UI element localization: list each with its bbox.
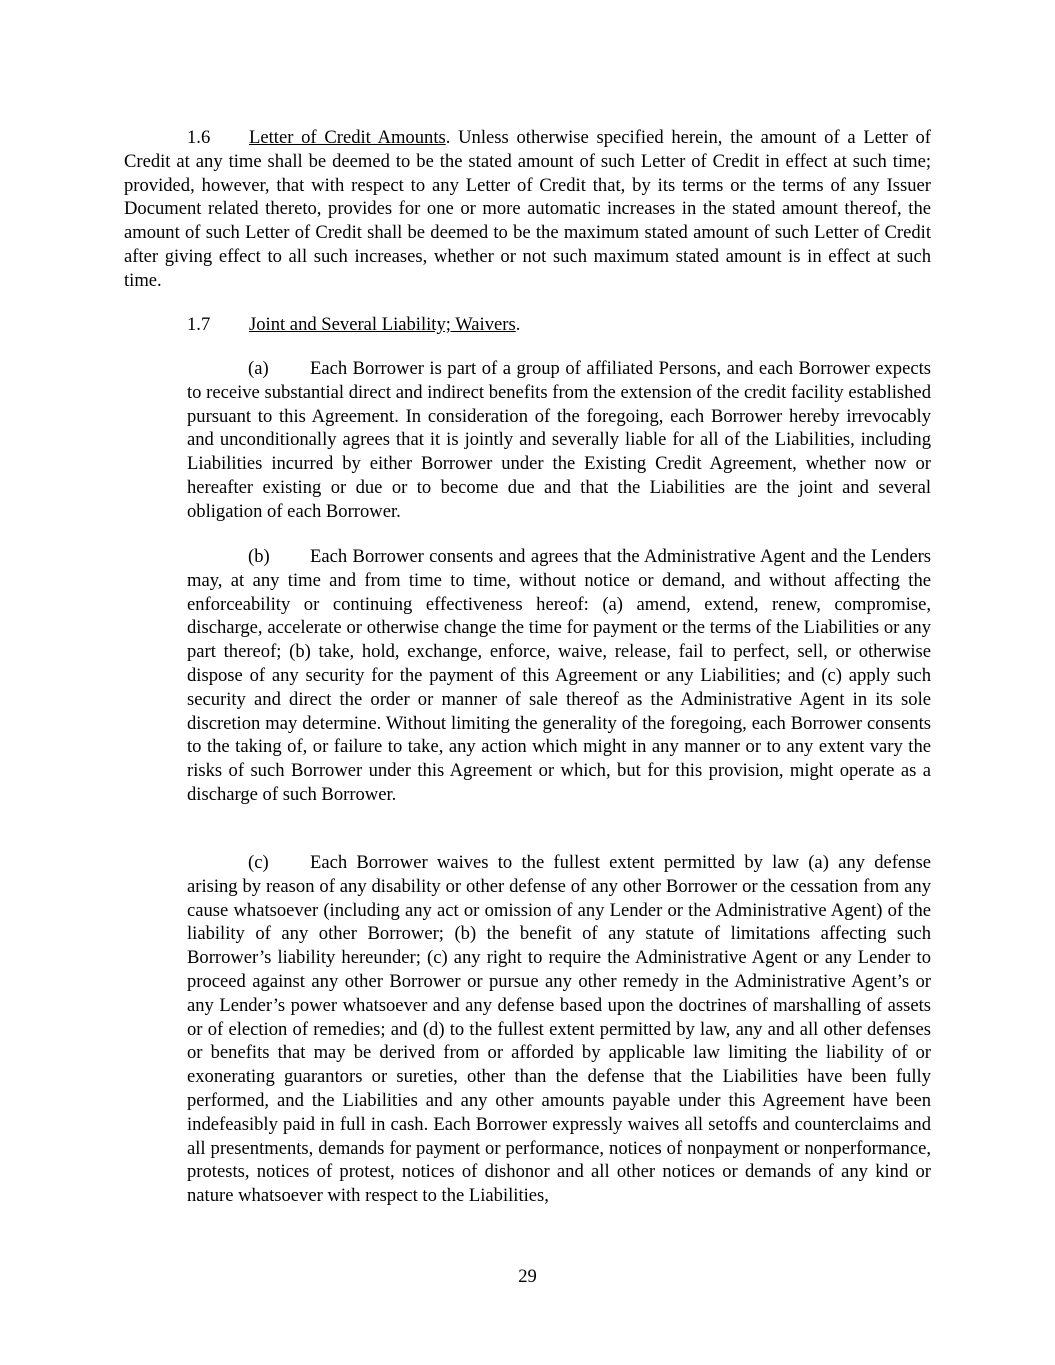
section-1-7-heading: Joint and Several Liability; Waivers (249, 314, 516, 335)
subsection-c-body: Each Borrower waives to the fullest extent permitted by law (a) any defense arising by reason of any disability or other defense of any other Borrower or the cessation from any cause whatsoever (including any act or omission of any Lender or the Administrative Agent) of the liability of any other Borrower; (b) the benefit of any statute of limitations affecting such Borrower’s liability hereunder; (c) any right to require the Administrative Agent or any Lender to proceed against any other Borrower or pursue any other remedy in the Administrative Agent’s or any Lender’s power whatsoever and any defense based upon the doctrines of marshalling of assets or of election of remedies; and (d) to the fullest extent permitted by law, any and all other defenses or benefits that may be derived from or afforded by applicable law limiting the liability of or exonerating guarantors or sureties, other than the defense that the Liabilities have been fully performed, and the Liabilities and any other amounts payable under this Agreement have been indefeasibly paid in full in cash. Each Borrower expressly waives all setoffs and counterclaims and all presentments, demands for payment or performance, notices of nonpayment or nonperformance, protests, notices of protest, notices of dishonor and all other notices or demands of any kind or nature whatsoever with respect to the Liabilities, (187, 852, 931, 1207)
subsection-a-label: (a) (248, 358, 269, 379)
section-1-7-heading-punct: . (515, 314, 521, 335)
subsection-b (187, 545, 931, 807)
section-1-7-number: 1.7 (187, 314, 211, 335)
section-1-6-heading: Letter of Credit Amounts (249, 127, 446, 148)
section-1-6-number: 1.6 (187, 127, 211, 148)
subsection-a (187, 357, 931, 524)
page-number: 29 (518, 1266, 537, 1287)
subsection-b-body: Each Borrower consents and agrees that the Administrative Agent and the Lenders may, at any time and from time to time, without notice or demand, and without affecting the enforceability or continuing effectiveness hereof: (a) amend, extend, renew, compromise, discharge, accelerate or otherwise change the time for payment or the terms of the Liabilities or any part thereof; (b) take, hold, exchange, enforce, waive, release, fail to perfect, sell, or otherwise dispose of any security for the payment of this Agreement or any Liabilities; and (c) apply such security and direct the order or manner of sale thereof as the Administrative Agent in its sole discretion may determine. Without limiting the generality of the foregoing, each Borrower consents to the taking of, or failure to take, any action which might in any manner or to any extent vary the risks of such Borrower under this Agreement or which, but for this provision, might operate as a discharge of such Borrower. (187, 546, 931, 805)
section-1-7-heading-line (124, 313, 931, 337)
subsection-c-label: (c) (248, 852, 269, 873)
section-1-6-body: Unless otherwise specified herein, the amount of a Letter of Credit at any time shall be deemed to be the stated amount of such Letter of Credit in effect at such time; provided, however, that with respect to any Letter of Credit that, by its terms or the terms of any Issuer Document related thereto, provides for one or more automatic increases in the stated amount thereof, the amount of such Letter of Credit shall be deemed to be the maximum stated amount of such Letter of Credit after giving effect to all such increases, whether or not such maximum stated amount is in effect at such time. (124, 127, 931, 291)
section-1-6 (124, 126, 931, 293)
subsection-b-label: (b) (248, 546, 270, 567)
subsection-c (187, 851, 931, 1208)
section-1-6-heading-punct: . (445, 127, 451, 148)
subsection-a-body: Each Borrower is part of a group of affiliated Persons, and each Borrower expects to receive substantial direct and indirect benefits from the extension of the credit facility established pursuant to this Agreement. In consideration of the foregoing, each Borrower hereby irrevocably and unconditionally agrees that it is jointly and severally liable for all of the Liabilities, including Liabilities incurred by either Borrower under the Existing Credit Agreement, whether now or hereafter existing or due or to become due and that the Liabilities are the joint and several obligation of each Borrower. (187, 358, 931, 522)
